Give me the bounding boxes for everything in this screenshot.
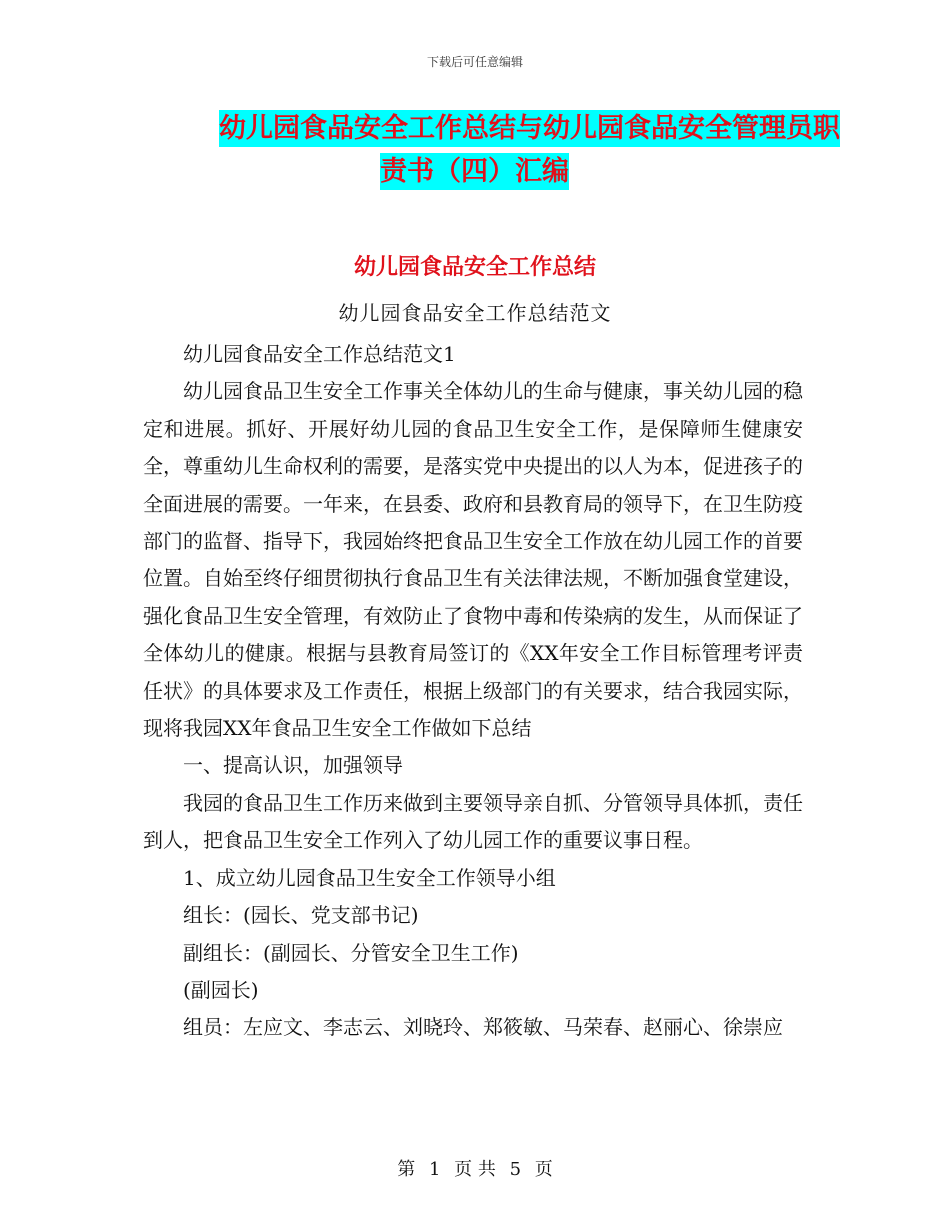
document-title-line-1	[150, 115, 840, 142]
paragraph: 一、提高认识，加强领导	[183, 753, 403, 778]
footer-prefix: 第	[397, 1159, 416, 1180]
paragraph: 1、成立幼儿园食品卫生安全工作领导小组	[183, 865, 556, 890]
footer-suffix: 页	[534, 1159, 553, 1180]
paragraph: (副园长)	[183, 977, 259, 1002]
footer-page-number: 1	[428, 1159, 441, 1180]
footer-total-pages: 5	[509, 1159, 522, 1180]
section-subtitle: 幼儿园食品安全工作总结范文	[338, 301, 612, 325]
paragraph: 组员：左应文、李志云、刘晓玲、郑筱敏、马荣春、赵丽心、徐崇应	[183, 1015, 783, 1040]
document-title-text-1: 幼儿园食品安全工作总结与幼儿园食品安全管理员职	[219, 110, 840, 147]
paragraph: 幼儿园食品安全工作总结范文1	[183, 342, 456, 366]
document-body	[143, 336, 803, 1047]
paragraph: 组长：(园长、党支部书记)	[183, 903, 419, 928]
document-title-line-2	[380, 158, 680, 185]
page-footer	[0, 1155, 950, 1181]
paragraph: 副组长：(副园长、分管安全卫生工作)	[183, 940, 519, 965]
paragraph: 我园的食品卫生工作历来做到主要领导亲自抓、分管领导具体抓，责任到人，把食品卫生安全工作列入了幼儿园工作的重要议事日程。	[143, 790, 803, 853]
document-title-text-2: 责书（四）汇编	[380, 153, 569, 190]
paragraph: 幼儿园食品卫生安全工作事关全体幼儿的生命与健康，事关幼儿园的稳定和进展。抓好、开展好幼儿园的食品卫生安全工作，是保障师生健康安全，尊重幼儿生命权利的需要，是落实党中央提出的以人为本，促进孩子的全面进展的需要。一年来，在县委、政府和县教育局的领导下，在卫生防疫部门的监督、指导下，我园始终把食品卫生安全工作放在幼儿园工作的首要位置。自始至终仔细贯彻执行食品卫生有关法律法规，不断加强食堂建设，强化食品卫生安全管理，有效防止了食物中毒和传染病的发生，从而保证了全体幼儿的健康。根据与县教育局签订的《XX年安全工作目标管理考评责任状》的具体要求及工作责任，根据上级部门的有关要求，结合我园实际，现将我园XX年食品卫生安全工作做如下总结	[143, 379, 803, 741]
footer-middle: 页 共	[454, 1159, 496, 1180]
section-title: 幼儿园食品安全工作总结	[353, 255, 596, 280]
header-note: 下载后可任意编辑	[426, 55, 523, 69]
